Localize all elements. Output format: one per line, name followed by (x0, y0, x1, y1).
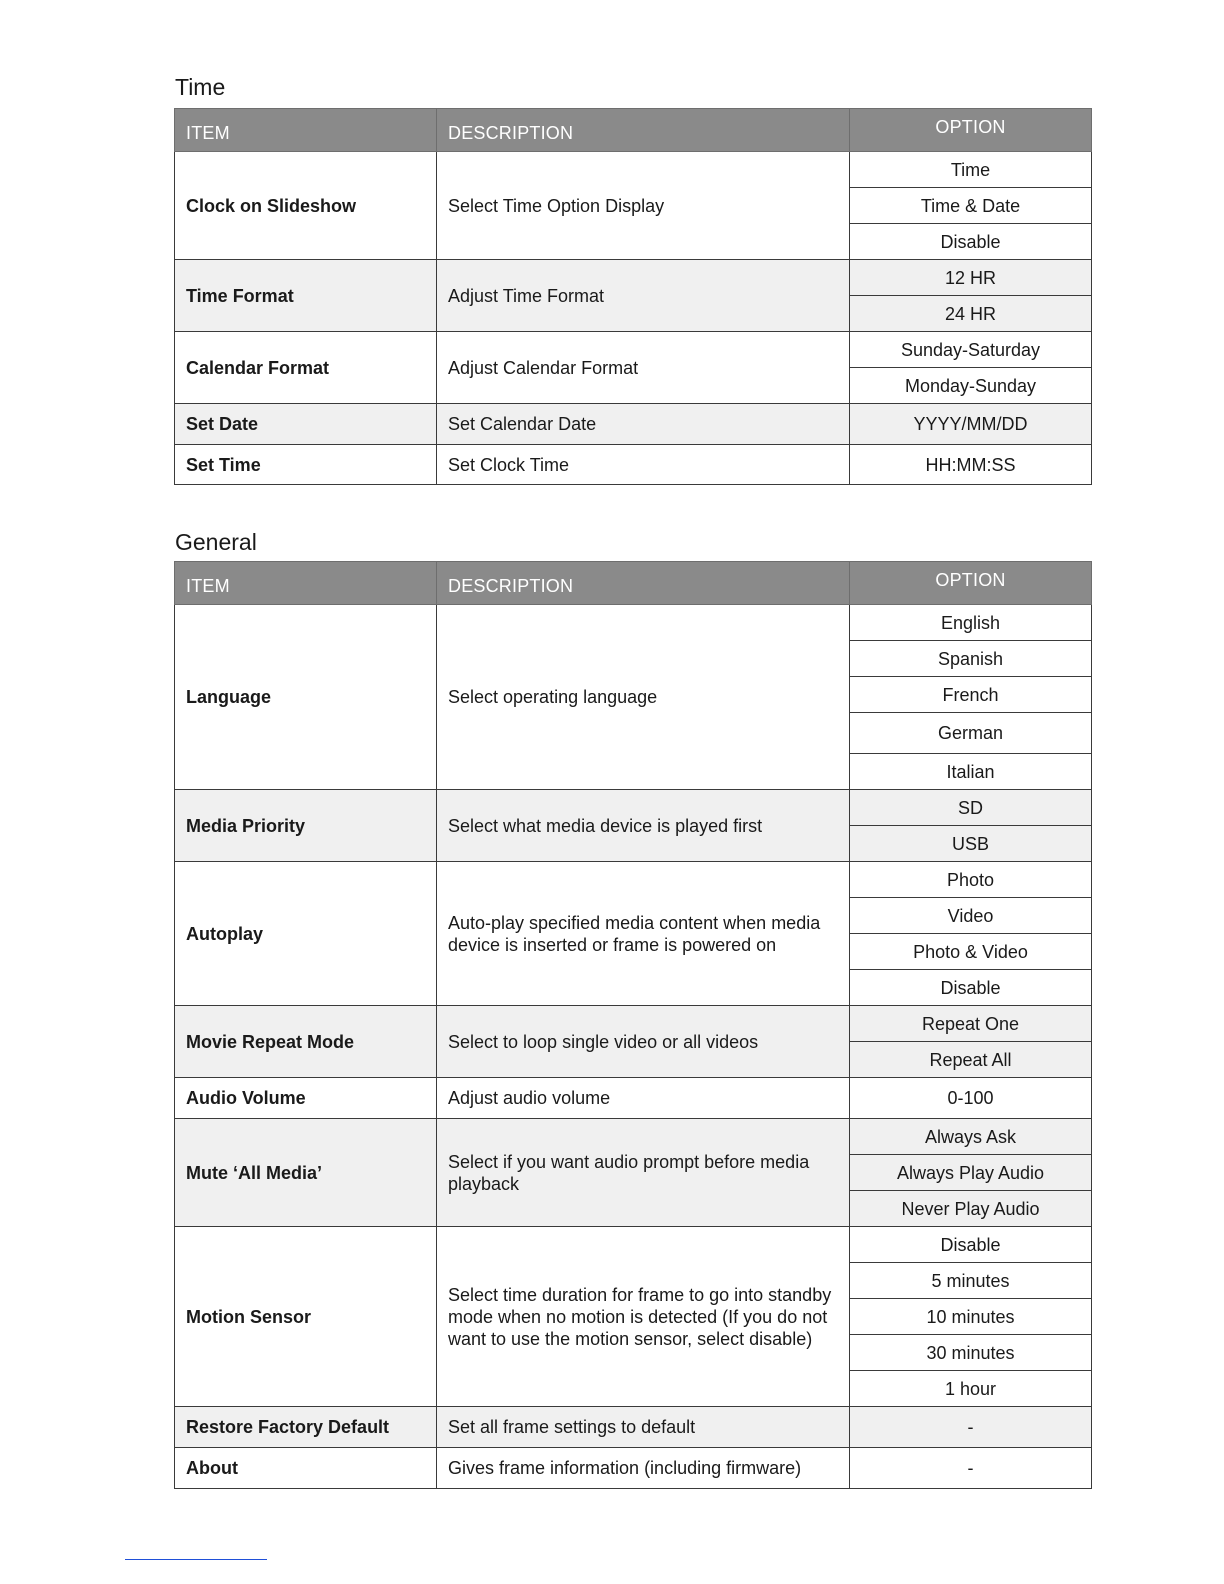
item-column-header: ITEM (175, 562, 437, 605)
option-cell: 24 HR (850, 296, 1092, 332)
option-cell: Monday-Sunday (850, 368, 1092, 404)
description-column-header: DESCRIPTION (437, 562, 850, 605)
option-cell: 5 minutes (850, 1263, 1092, 1299)
option-column-header: OPTION (850, 109, 1092, 152)
option-cell: Never Play Audio (850, 1191, 1092, 1227)
option-cell: 30 minutes (850, 1335, 1092, 1371)
option-cell: 0-100 (850, 1078, 1092, 1119)
option-cell: Video (850, 898, 1092, 934)
general-section-title: General (175, 529, 257, 555)
item-set-date: Set Date (175, 404, 437, 445)
option-cell: Photo & Video (850, 934, 1092, 970)
item-about: About (175, 1448, 437, 1489)
option-cell: English (850, 605, 1092, 641)
option-cell: - (850, 1407, 1092, 1448)
option-cell: Spanish (850, 641, 1092, 677)
table-row (175, 790, 1092, 826)
description-cell: Select operating language (437, 605, 850, 790)
item-column-header: ITEM (175, 109, 437, 152)
table-row (175, 1448, 1092, 1489)
item-motion-sensor: Motion Sensor (175, 1227, 437, 1407)
option-cell: Italian (850, 754, 1092, 790)
time-settings-table (174, 108, 1092, 485)
table-header-row (175, 562, 1092, 605)
item-audio-volume: Audio Volume (175, 1078, 437, 1119)
table-row (175, 605, 1092, 641)
general-settings-table (174, 561, 1092, 1489)
option-cell: - (850, 1448, 1092, 1489)
option-cell: French (850, 677, 1092, 713)
option-cell: SD (850, 790, 1092, 826)
description-column-header: DESCRIPTION (437, 109, 850, 152)
table-row (175, 1006, 1092, 1042)
description-cell: Select what media device is played first (437, 790, 850, 862)
table-row (175, 445, 1092, 485)
description-cell: Adjust Calendar Format (437, 332, 850, 404)
option-cell: HH:MM:SS (850, 445, 1092, 485)
description-cell: Select Time Option Display (437, 152, 850, 260)
description-cell: Set all frame settings to default (437, 1407, 850, 1448)
item-media-priority: Media Priority (175, 790, 437, 862)
option-cell: Repeat All (850, 1042, 1092, 1078)
description-cell: Select to loop single video or all videos (437, 1006, 850, 1078)
description-cell: Gives frame information (including firmware) (437, 1448, 850, 1489)
table-row (175, 152, 1092, 188)
description-cell: Auto-play specified media content when media device is inserted or frame is powered on (437, 862, 850, 1006)
description-cell: Adjust Time Format (437, 260, 850, 332)
item-set-time: Set Time (175, 445, 437, 485)
item-language: Language (175, 605, 437, 790)
option-cell: Sunday-Saturday (850, 332, 1092, 368)
item-autoplay: Autoplay (175, 862, 437, 1006)
option-cell: Disable (850, 970, 1092, 1006)
option-cell: Disable (850, 1227, 1092, 1263)
option-cell: 1 hour (850, 1371, 1092, 1407)
table-row (175, 260, 1092, 296)
table-row (175, 332, 1092, 368)
description-cell: Adjust audio volume (437, 1078, 850, 1119)
description-cell: Set Clock Time (437, 445, 850, 485)
option-cell: YYYY/MM/DD (850, 404, 1092, 445)
option-cell: Photo (850, 862, 1092, 898)
table-header-row (175, 109, 1092, 152)
option-cell: Time (850, 152, 1092, 188)
table-row (175, 1227, 1092, 1263)
item-time-format: Time Format (175, 260, 437, 332)
option-cell: Time & Date (850, 188, 1092, 224)
item-clock-on-slideshow: Clock on Slideshow (175, 152, 437, 260)
option-cell: 12 HR (850, 260, 1092, 296)
item-mute-all-media: Mute ‘All Media’ (175, 1119, 437, 1227)
item-movie-repeat-mode: Movie Repeat Mode (175, 1006, 437, 1078)
option-cell: Repeat One (850, 1006, 1092, 1042)
item-calendar-format: Calendar Format (175, 332, 437, 404)
option-cell: Always Ask (850, 1119, 1092, 1155)
table-row (175, 1407, 1092, 1448)
table-row (175, 1119, 1092, 1155)
description-cell: Set Calendar Date (437, 404, 850, 445)
option-cell: German (850, 713, 1092, 754)
footnote-divider (125, 1559, 267, 1560)
option-cell: USB (850, 826, 1092, 862)
table-row (175, 1078, 1092, 1119)
table-row (175, 404, 1092, 445)
item-restore-factory-default: Restore Factory Default (175, 1407, 437, 1448)
option-cell: 10 minutes (850, 1299, 1092, 1335)
description-cell: Select if you want audio prompt before media playback (437, 1119, 850, 1227)
option-column-header: OPTION (850, 562, 1092, 605)
option-cell: Disable (850, 224, 1092, 260)
option-cell: Always Play Audio (850, 1155, 1092, 1191)
table-row (175, 862, 1092, 898)
description-cell: Select time duration for frame to go into standby mode when no motion is detected (If you do not want to use the motion sensor, select disable) (437, 1227, 850, 1407)
time-section-title: Time (175, 74, 226, 100)
